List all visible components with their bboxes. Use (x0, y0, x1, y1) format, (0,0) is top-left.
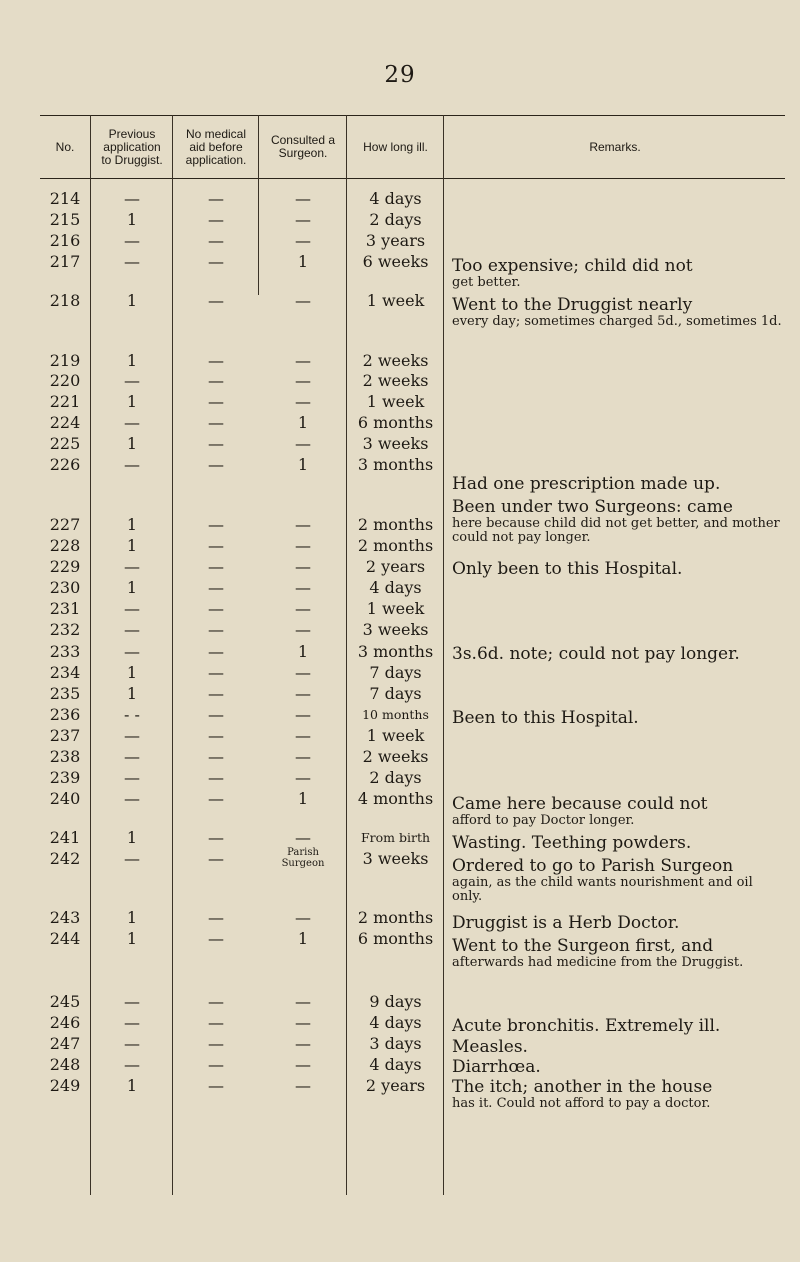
cell-no: 238 (49, 747, 81, 766)
cell-no: 215 (49, 210, 81, 229)
cell-no-medical-aid: — (208, 929, 224, 948)
cell-how-long-ill: 6 weeks (362, 252, 429, 271)
cell-no-medical-aid: — (208, 189, 224, 208)
cell-no-medical-aid: — (208, 768, 224, 787)
cell-surgeon: — (295, 351, 311, 370)
cell-no: 231 (49, 599, 81, 618)
cell-how-long-ill: 4 months (357, 789, 434, 808)
cell-surgeon: 1 (297, 455, 309, 474)
cell-no-medical-aid: — (208, 351, 224, 370)
cell-surgeon: — (295, 599, 311, 618)
cell-how-long-ill: 6 months (357, 929, 434, 948)
cell-no-medical-aid: — (208, 557, 224, 576)
cell-druggist: 1 (126, 515, 138, 534)
remark-226: Been under two Surgeons: came here because child did not get better, and mother could not pay longer. (452, 497, 780, 545)
cell-druggist: — (124, 189, 140, 208)
cell-druggist: — (124, 231, 140, 250)
cell-surgeon: — (295, 536, 311, 555)
cell-surgeon: 1 (297, 413, 309, 432)
cell-surgeon: — (295, 189, 311, 208)
cell-how-long-ill: 3 months (357, 642, 434, 661)
remark-244: Went to the Surgeon first, and afterwards had medicine from the Druggist. (452, 936, 744, 970)
cell-surgeon: — (295, 578, 311, 597)
cell-no: 216 (49, 231, 81, 250)
cell-druggist: — (124, 1055, 140, 1074)
cell-how-long-ill: 3 weeks (362, 434, 429, 453)
remark-240: Came here because could not afford to pay Doctor longer. (452, 794, 708, 828)
cell-no: 240 (49, 789, 81, 808)
cell-no: 217 (49, 252, 81, 271)
cell-how-long-ill: 2 weeks (362, 747, 429, 766)
cell-how-long-ill: 2 months (357, 515, 434, 534)
cell-surgeon: 1 (297, 252, 309, 271)
cell-druggist: 1 (126, 828, 138, 847)
cell-no: 227 (49, 515, 81, 534)
cell-no-medical-aid: — (208, 726, 224, 745)
remark-218: Went to the Druggist nearly every day; sometimes charged 5d., sometimes 1d. (452, 295, 782, 329)
cell-no: 239 (49, 768, 81, 787)
cell-no: 232 (49, 620, 81, 639)
cell-druggist: — (124, 252, 140, 271)
cell-how-long-ill: 4 days (369, 1013, 422, 1032)
cell-surgeon: — (295, 1055, 311, 1074)
cell-no-medical-aid: — (208, 642, 224, 661)
cell-druggist: — (124, 557, 140, 576)
cell-surgeon: 1 (297, 789, 309, 808)
cell-how-long-ill: 3 years (365, 231, 426, 250)
header-how-long-ill: How long ill. (363, 139, 428, 154)
cell-surgeon: — (295, 371, 311, 390)
cell-no-medical-aid: — (208, 684, 224, 703)
cell-druggist: — (124, 1013, 140, 1032)
cell-surgeon: — (295, 620, 311, 639)
remark-225: Had one prescription made up. (452, 474, 721, 494)
cell-no-medical-aid: — (208, 371, 224, 390)
cell-no-medical-aid: — (208, 1034, 224, 1053)
cell-how-long-ill: 1 week (366, 392, 425, 411)
remark-248: Diarrhœa. (452, 1057, 541, 1077)
cell-druggist: - - (124, 705, 140, 724)
cell-how-long-ill: 3 weeks (362, 620, 429, 639)
cell-how-long-ill: 3 days (369, 1034, 422, 1053)
cell-druggist: 1 (126, 908, 138, 927)
cell-no-medical-aid: — (208, 392, 224, 411)
cell-surgeon: — (295, 210, 311, 229)
column-divider (172, 115, 173, 1195)
cell-druggist: 1 (126, 578, 138, 597)
cell-no: 224 (49, 413, 81, 432)
cell-surgeon: — (295, 434, 311, 453)
cell-no: 236 (49, 705, 81, 724)
cell-no: 233 (49, 642, 81, 661)
cell-how-long-ill: 10 months (362, 707, 429, 722)
header-no: No. (55, 139, 75, 154)
cell-no-medical-aid: — (208, 291, 224, 310)
cell-no: 228 (49, 536, 81, 555)
remark-229: Only been to this Hospital. (452, 559, 683, 579)
remark-246: Acute bronchitis. Extremely ill. (452, 1016, 721, 1036)
cell-how-long-ill: 2 weeks (362, 351, 429, 370)
cell-druggist: — (124, 599, 140, 618)
cell-no: 243 (49, 908, 81, 927)
cell-druggist: 1 (126, 210, 138, 229)
cell-druggist: — (124, 371, 140, 390)
cell-no: 235 (49, 684, 81, 703)
cell-surgeon: — (295, 992, 311, 1011)
header-top-rule (40, 115, 785, 116)
cell-how-long-ill: 2 years (365, 1076, 426, 1095)
cell-no-medical-aid: — (208, 455, 224, 474)
cell-no: 219 (49, 351, 81, 370)
cell-surgeon: — (295, 557, 311, 576)
cell-surgeon: Parish Surgeon (281, 847, 325, 869)
cell-druggist: — (124, 849, 140, 868)
cell-druggist: — (124, 642, 140, 661)
cell-how-long-ill: 2 days (369, 210, 422, 229)
cell-no: 241 (49, 828, 81, 847)
cell-how-long-ill: 6 months (357, 413, 434, 432)
cell-no-medical-aid: — (208, 747, 224, 766)
cell-druggist: — (124, 620, 140, 639)
header-surgeon: Consulted a Surgeon. (270, 133, 336, 160)
cell-surgeon: — (295, 726, 311, 745)
cell-no: 249 (49, 1076, 81, 1095)
cell-surgeon: — (295, 1076, 311, 1095)
remark-241: Wasting. Teething powders. (452, 833, 692, 853)
cell-how-long-ill: 2 days (369, 768, 422, 787)
cell-surgeon: — (295, 231, 311, 250)
header-no-medical-aid: No medical aid before application. (185, 126, 247, 167)
header-bottom-rule (40, 178, 785, 179)
cell-how-long-ill: 4 days (369, 578, 422, 597)
cell-how-long-ill: 1 week (366, 291, 425, 310)
cell-surgeon: — (295, 392, 311, 411)
cell-how-long-ill: 7 days (369, 663, 422, 682)
cell-no-medical-aid: — (208, 515, 224, 534)
page-number: 29 (384, 62, 416, 88)
cell-how-long-ill: 4 days (369, 1055, 422, 1074)
cell-surgeon: — (295, 768, 311, 787)
cell-how-long-ill: 1 week (366, 726, 425, 745)
cell-druggist: — (124, 1034, 140, 1053)
cell-surgeon: — (295, 291, 311, 310)
cell-no-medical-aid: — (208, 231, 224, 250)
cell-no: 214 (49, 189, 81, 208)
cell-no-medical-aid: — (208, 252, 224, 271)
cell-no: 237 (49, 726, 81, 745)
cell-no-medical-aid: — (208, 828, 224, 847)
cell-how-long-ill: 2 years (365, 557, 426, 576)
cell-no-medical-aid: — (208, 789, 224, 808)
cell-surgeon: — (295, 515, 311, 534)
cell-how-long-ill: 1 week (366, 599, 425, 618)
cell-surgeon: — (295, 663, 311, 682)
cell-druggist: 1 (126, 929, 138, 948)
cell-druggist: — (124, 413, 140, 432)
cell-druggist: — (124, 789, 140, 808)
remark-247: Measles. (452, 1037, 528, 1057)
cell-no: 244 (49, 929, 81, 948)
cell-surgeon: — (295, 1034, 311, 1053)
cell-no-medical-aid: — (208, 849, 224, 868)
cell-no-medical-aid: — (208, 536, 224, 555)
remark-242: Ordered to go to Parish Surgeon again, as the child wants nourishment and oil only. (452, 856, 753, 904)
cell-how-long-ill: 7 days (369, 684, 422, 703)
cell-no-medical-aid: — (208, 620, 224, 639)
cell-no-medical-aid: — (208, 210, 224, 229)
cell-no-medical-aid: — (208, 908, 224, 927)
cell-no: 220 (49, 371, 81, 390)
cell-surgeon: — (295, 908, 311, 927)
cell-how-long-ill: From birth (360, 830, 431, 845)
cell-surgeon: — (295, 684, 311, 703)
cell-no-medical-aid: — (208, 1013, 224, 1032)
remark-233: 3s.6d. note; could not pay longer. (452, 644, 740, 664)
cell-no: 234 (49, 663, 81, 682)
cell-how-long-ill: 3 weeks (362, 849, 429, 868)
cell-surgeon: — (295, 1013, 311, 1032)
remark-249: The itch; another in the house has it. Could not afford to pay a doctor. (452, 1077, 713, 1111)
remark-217: Too expensive; child did not get better. (452, 256, 693, 290)
cell-druggist: — (124, 455, 140, 474)
cell-how-long-ill: 2 weeks (362, 371, 429, 390)
column-divider (346, 115, 347, 1195)
cell-how-long-ill: 2 months (357, 908, 434, 927)
cell-no: 230 (49, 578, 81, 597)
cell-no-medical-aid: — (208, 413, 224, 432)
cell-no: 221 (49, 392, 81, 411)
column-divider (258, 115, 259, 295)
cell-no-medical-aid: — (208, 1055, 224, 1074)
cell-how-long-ill: 2 months (357, 536, 434, 555)
cell-surgeon: — (295, 747, 311, 766)
cell-surgeon: 1 (297, 929, 309, 948)
cell-druggist: 1 (126, 351, 138, 370)
cell-druggist: 1 (126, 291, 138, 310)
cell-no: 218 (49, 291, 81, 310)
cell-surgeon: 1 (297, 642, 309, 661)
cell-how-long-ill: 3 months (357, 455, 434, 474)
remark-236: Been to this Hospital. (452, 708, 639, 728)
cell-no: 229 (49, 557, 81, 576)
cell-no: 248 (49, 1055, 81, 1074)
cell-no-medical-aid: — (208, 1076, 224, 1095)
remark-243: Druggist is a Herb Doctor. (452, 913, 680, 933)
cell-no: 246 (49, 1013, 81, 1032)
cell-druggist: 1 (126, 434, 138, 453)
header-remarks: Remarks. (589, 139, 641, 154)
cell-druggist: — (124, 768, 140, 787)
column-divider (443, 115, 444, 1195)
cell-no-medical-aid: — (208, 663, 224, 682)
column-divider (90, 115, 91, 1195)
cell-no: 242 (49, 849, 81, 868)
cell-no: 247 (49, 1034, 81, 1053)
cell-druggist: — (124, 747, 140, 766)
cell-no: 226 (49, 455, 81, 474)
header-druggist: Previous application to Druggist. (101, 126, 163, 167)
cell-druggist: 1 (126, 392, 138, 411)
cell-no-medical-aid: — (208, 434, 224, 453)
cell-druggist: 1 (126, 663, 138, 682)
cell-surgeon: — (295, 828, 311, 847)
cell-druggist: 1 (126, 1076, 138, 1095)
cell-no: 245 (49, 992, 81, 1011)
cell-druggist: — (124, 726, 140, 745)
cell-how-long-ill: 9 days (369, 992, 422, 1011)
cell-druggist: 1 (126, 684, 138, 703)
cell-surgeon: — (295, 705, 311, 724)
cell-no-medical-aid: — (208, 599, 224, 618)
cell-druggist: 1 (126, 536, 138, 555)
cell-no-medical-aid: — (208, 705, 224, 724)
cell-no-medical-aid: — (208, 578, 224, 597)
cell-no: 225 (49, 434, 81, 453)
cell-no-medical-aid: — (208, 992, 224, 1011)
cell-druggist: — (124, 992, 140, 1011)
cell-how-long-ill: 4 days (369, 189, 422, 208)
